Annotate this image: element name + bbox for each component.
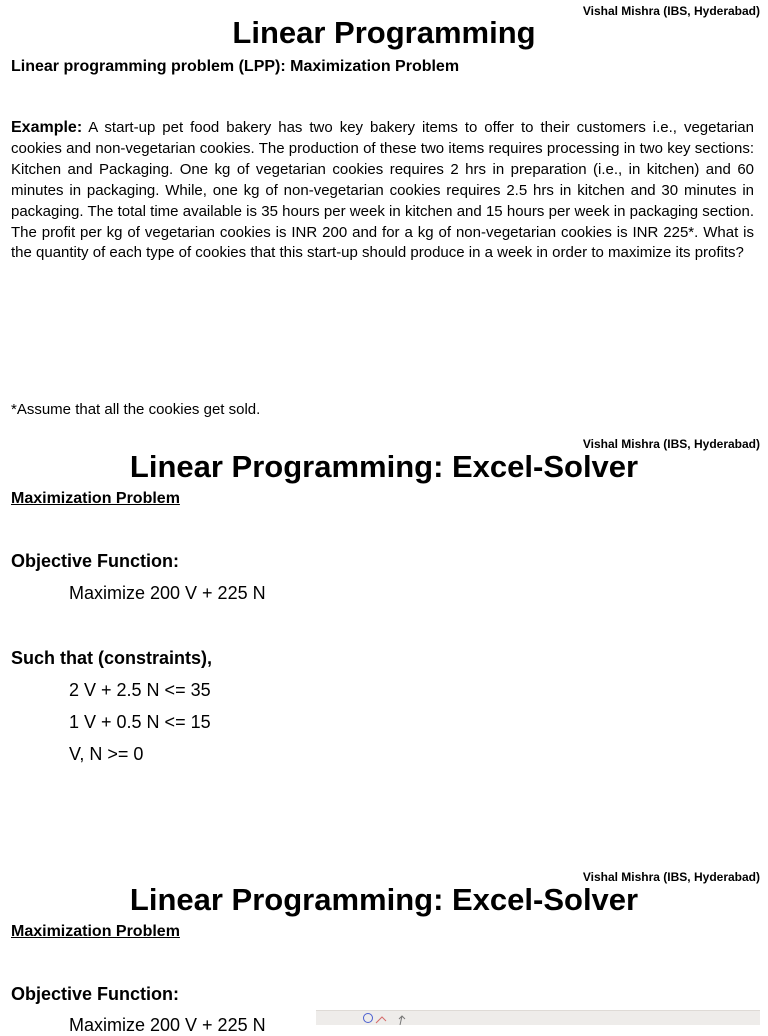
objective-function: Maximize 200 V + 225 N bbox=[69, 1015, 266, 1035]
author-credit: Vishal Mishra (IBS, Hyderabad) bbox=[582, 4, 760, 18]
objective-heading: Objective Function: bbox=[11, 551, 180, 571]
constraint-line: 2 V + 2.5 N <= 35 bbox=[69, 680, 211, 700]
author-credit: Vishal Mishra (IBS, Hyderabad) bbox=[582, 437, 760, 451]
slide-title: Linear Programming: Excel-Solver bbox=[129, 882, 639, 917]
example-text: A start-up pet food bakery has two key bakery items to offer to their customers i.e., vegetarian cookies and non-vegetarian cookies. The production of these two items requires processing in two key sections: Kitchen and Packaging. One kg of vegetarian cookies requires 2 hrs in preparation (i.e., in kitchen) and 60 minutes in packaging. While, one kg of non-vegetarian cookies requires 2.5 hrs in kitchen and 30 minutes in packaging. The total time available is 35 hours per week in kitchen and 15 hours per week in packaging section. The profit per kg of vegetarian cookies is INR 200 and for a kg of non-vegetarian cookies is INR 225*. What is the quantity of each type of cookies that this start-up should produce in a week in order to maximize its profits? bbox=[11, 119, 754, 262]
author-credit: Vishal Mishra (IBS, Hyderabad) bbox=[582, 870, 760, 884]
slide-subtitle: Maximization Problem bbox=[11, 490, 180, 507]
constraint-line: 1 V + 0.5 N <= 15 bbox=[69, 712, 211, 732]
footnote: *Assume that all the cookies get sold. bbox=[11, 401, 261, 418]
slide-title: Linear Programming bbox=[232, 15, 536, 50]
constraints-heading: Such that (constraints), bbox=[11, 648, 213, 668]
objective-heading: Objective Function: bbox=[11, 984, 180, 1004]
example-paragraph bbox=[11, 118, 754, 264]
objective-function: Maximize 200 V + 225 N bbox=[69, 583, 266, 603]
constraint-line: V, N >= 0 bbox=[69, 744, 144, 764]
example-label: Example: bbox=[11, 119, 83, 136]
sketch-marks bbox=[316, 1011, 760, 1025]
handwritten-graph-image bbox=[316, 1010, 760, 1025]
slide-subtitle: Linear programming problem (LPP): Maximization Problem bbox=[11, 58, 460, 75]
slide-title: Linear Programming: Excel-Solver bbox=[129, 449, 639, 484]
slide-subtitle: Maximization Problem bbox=[11, 923, 180, 940]
